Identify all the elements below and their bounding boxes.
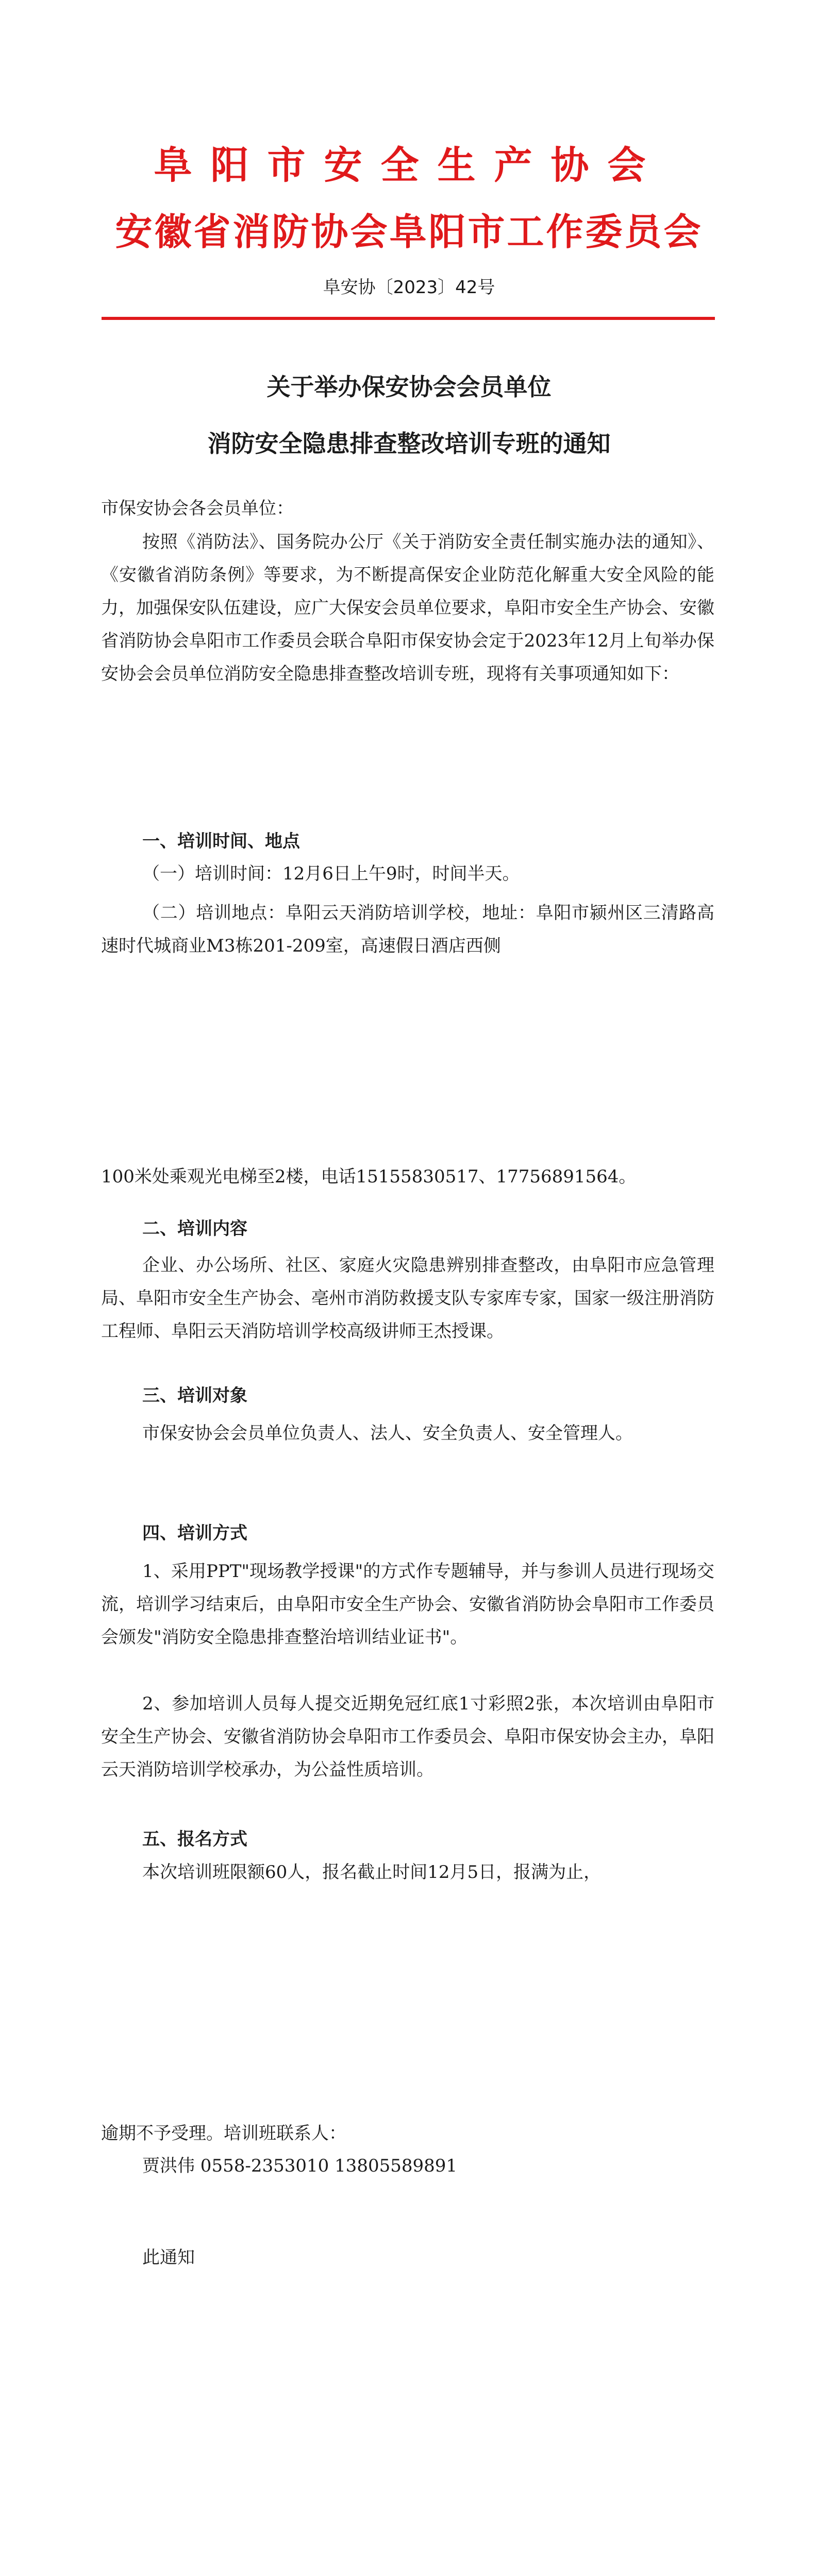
section2-content: 企业、办公场所、社区、家庭火灾隐患辨别排查整改，由阜阳市应急管理局、阜阳市安全生产协会、亳州市消防救援支队专家库专家，国家一级注册消防工程师、阜阳云天消防培训学校高级讲师王杰授课。 bbox=[101, 1255, 714, 1342]
section5-heading: 五、报名方式 bbox=[142, 1829, 247, 1850]
section5-content-cont: 逾期不予受理。培训班联系人： bbox=[101, 2123, 346, 2144]
section3-content: 市保安协会会员单位负责人、法人、安全负责人、安全管理人。 bbox=[142, 1423, 633, 1444]
intro-paragraph: 按照《消防法》、国务院办公厅《关于消防安全责任制实施办法的通知》、《安徽省消防条例》等要求，为不断提高保安企业防范化解重大安全风险的能力，加强保安队伍建设，应广大保安会员单位要求，阜阳市安全生产协会、安徽省消防协会阜阳市工作委员会联合阜阳市保安协会定于2023年12月上旬举办保安协会会员单位消防安全隐患排查整改培训专班，现将有关事项通知如下： bbox=[101, 532, 714, 684]
closing-text: 此通知 bbox=[142, 2247, 195, 2268]
section4-item1: 1、采用PPT"现场教学授课"的方式作专题辅导，并与参训人员进行现场交流，培训学习结束后，由阜阳市安全生产协会、安徽省消防协会阜阳市工作委员会颁发"消防安全隐患排查整治培训结业证书"。 bbox=[101, 1561, 714, 1648]
document-title-line1: 关于举办保安协会会员单位 bbox=[266, 373, 552, 401]
document-number: 阜安协〔2023〕42号 bbox=[323, 277, 495, 298]
section1-heading: 一、培训时间、地点 bbox=[142, 831, 300, 852]
section4-item2: 2、参加培训人员每人提交近期免冠红底1寸彩照2张，本次培训由阜阳市安全生产协会、安徽省消防协会阜阳市工作委员会、阜阳市保安协会主办，阜阳云天消防培训学校承办，为公益性质培训。 bbox=[101, 1693, 714, 1780]
contact-person: 贾洪伟 0558-2353010 13805589891 bbox=[142, 2156, 458, 2176]
section3-heading: 三、培训对象 bbox=[142, 1385, 247, 1406]
section1-time: （一）培训时间：12月6日上午9时，时间半天。 bbox=[142, 863, 520, 884]
section4-heading: 四、培训方式 bbox=[142, 1523, 247, 1544]
section2-heading: 二、培训内容 bbox=[142, 1218, 247, 1239]
org-name-safety-association: 阜阳市安全生产协会 bbox=[154, 143, 664, 188]
red-divider bbox=[102, 317, 715, 320]
section1-location-cont: 100米处乘观光电梯至2楼，电话15155830517、17756891564。 bbox=[101, 1166, 637, 1187]
document-title-line2: 消防安全隐患排查整改培训专班的通知 bbox=[207, 430, 611, 457]
section5-content: 本次培训班限额60人，报名截止时间12月5日，报满为止， bbox=[142, 1862, 602, 1883]
section1-location: （二）培训地点：阜阳云天消防培训学校，地址：阜阳市颍州区三清路高速时代城商业M3栋201-209室，高速假日酒店西侧 bbox=[101, 903, 714, 956]
org-name-fire-association: 安徽省消防协会阜阳市工作委员会 bbox=[115, 210, 703, 253]
salutation: 市保安协会各会员单位： bbox=[101, 498, 294, 519]
